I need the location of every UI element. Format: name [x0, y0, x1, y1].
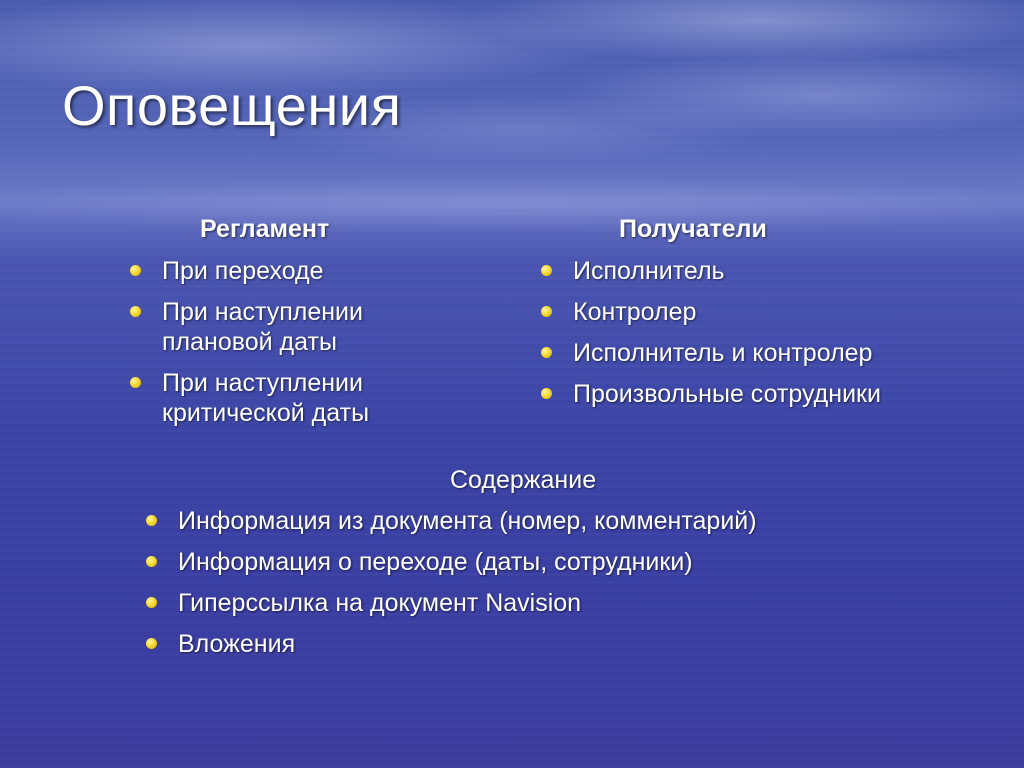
bullet-icon	[541, 265, 552, 276]
bullet-icon	[146, 515, 157, 526]
bullet-icon	[146, 638, 157, 649]
bullet-icon	[146, 597, 157, 608]
bullet-icon	[541, 388, 552, 399]
bullet-icon	[541, 306, 552, 317]
list-item: При наступлении плановой даты	[124, 297, 424, 357]
list-item: Вложения	[140, 629, 960, 659]
list-item: Информация из документа (номер, комментарий)	[140, 506, 960, 536]
regulation-heading: Регламент	[200, 215, 330, 243]
bullet-icon	[130, 377, 141, 388]
bullet-icon	[541, 347, 552, 358]
bullet-icon	[130, 265, 141, 276]
regulation-list	[124, 256, 424, 439]
list-item: При переходе	[124, 256, 424, 286]
slide-title: Оповещения	[62, 74, 402, 137]
list-item: Контролер	[535, 297, 995, 327]
list-item: Гиперссылка на документ Navision	[140, 588, 960, 618]
bullet-icon	[130, 306, 141, 317]
list-item: При наступлении критической даты	[124, 368, 424, 428]
list-item: Информация о переходе (даты, сотрудники)	[140, 547, 960, 577]
list-item: Исполнитель	[535, 256, 995, 286]
list-item: Произвольные сотрудники	[535, 379, 995, 409]
bullet-icon	[146, 556, 157, 567]
list-item: Исполнитель и контролер	[535, 338, 995, 368]
recipients-heading: Получатели	[619, 215, 767, 243]
content-list	[140, 506, 960, 670]
recipients-list	[535, 256, 995, 420]
content-heading: Содержание	[450, 466, 597, 494]
